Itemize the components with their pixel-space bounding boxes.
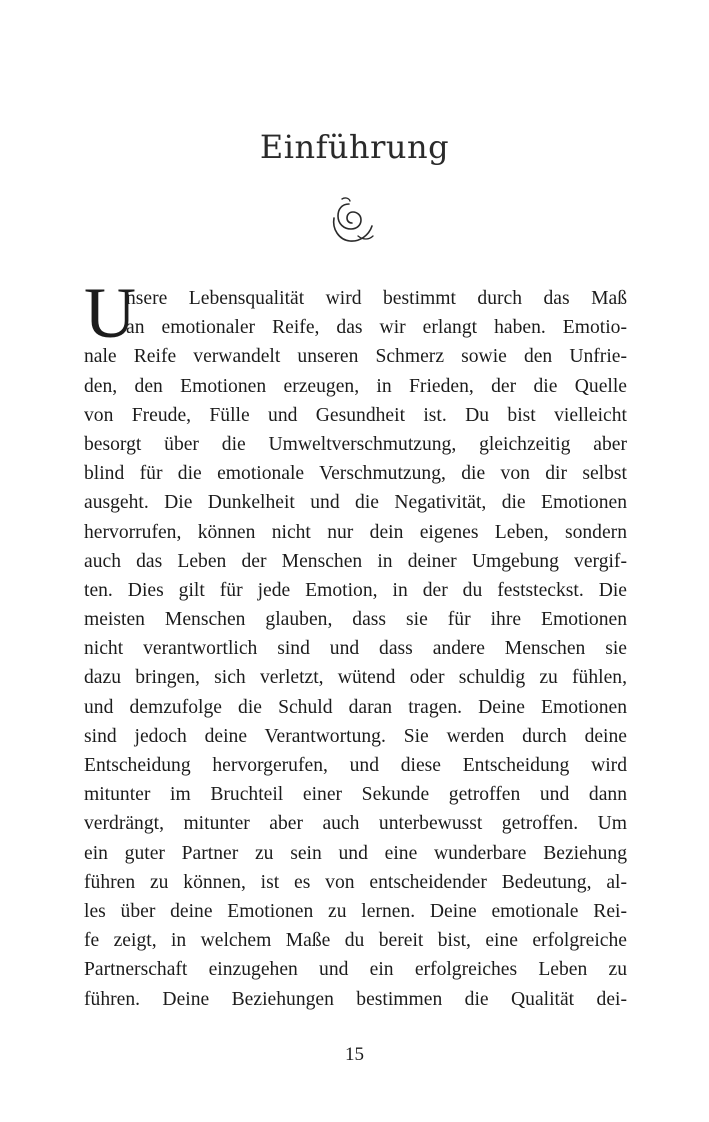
text-line: an emotionaler Reife, das wir erlangt haben. Emotio- bbox=[126, 317, 627, 339]
text-line: blind für die emotionale Verschmutzung, die von dir selbst bbox=[84, 463, 627, 485]
text-line: führen zu können, ist es von entscheidender Bedeutung, al- bbox=[84, 871, 627, 893]
text-line: meisten Menschen glauben, dass sie für ihre Emotionen bbox=[84, 609, 627, 631]
text-line: nicht verantwortlich sind und dass andere Menschen sie bbox=[84, 638, 627, 660]
text-line: ten. Dies gilt für jede Emotion, in der du feststeckst. Die bbox=[84, 579, 627, 601]
text-line: verdrängt, mitunter aber auch unterbewusst getroffen. Um bbox=[84, 813, 627, 835]
text-line: und demzufolge die Schuld daran tragen. Deine Emotionen bbox=[84, 696, 627, 718]
text-line: auch das Leben der Menschen in deiner Umgebung vergif- bbox=[84, 550, 627, 572]
drop-cap-letter: U bbox=[84, 273, 136, 353]
text-line: sind jedoch deine Verantwortung. Sie werden durch deine bbox=[84, 725, 627, 747]
text-line: les über deine Emotionen zu lernen. Deine emotionale Rei- bbox=[84, 900, 627, 922]
text-line: ausgeht. Die Dunkelheit und die Negativität, die Emotionen bbox=[84, 492, 627, 514]
text-line: dazu bringen, sich verletzt, wütend oder schuldig zu fühlen, bbox=[84, 667, 627, 689]
text-line: nsere Lebensqualität wird bestimmt durch das Maß bbox=[126, 288, 627, 309]
chapter-title: Einführung bbox=[259, 128, 450, 166]
text-line: von Freude, Fülle und Gesundheit ist. Du bist vielleicht bbox=[84, 404, 627, 426]
text-line: den, den Emotionen erzeugen, in Frieden, der die Quelle bbox=[84, 375, 627, 397]
text-line: mitunter im Bruchteil einer Sekunde getroffen und dann bbox=[84, 784, 627, 806]
text-line: hervorrufen, können nicht nur dein eigenes Leben, sondern bbox=[84, 521, 627, 543]
text-line: führen. Deine Beziehungen bestimmen die Qualität dei- bbox=[84, 988, 627, 1010]
text-line: fe zeigt, in welchem Maße du bereit bist, eine erfolgreiche bbox=[84, 930, 627, 952]
chapter-body-paragraph bbox=[84, 273, 627, 1014]
text-line: nale Reife verwandelt unseren Schmerz sowie den Unfrie- bbox=[84, 346, 627, 368]
text-line: Entscheidung hervorgerufen, und diese Entscheidung wird bbox=[84, 755, 627, 776]
text-line: besorgt über die Umweltverschmutzung, gleichzeitig aber bbox=[84, 433, 627, 455]
swirl-ornament-icon bbox=[322, 196, 378, 248]
text-line: ein guter Partner zu sein und eine wunderbare Beziehung bbox=[84, 842, 627, 864]
page-number: 15 bbox=[345, 1044, 364, 1065]
text-line: Partnerschaft einzugehen und ein erfolgreiches Leben zu bbox=[84, 959, 627, 981]
